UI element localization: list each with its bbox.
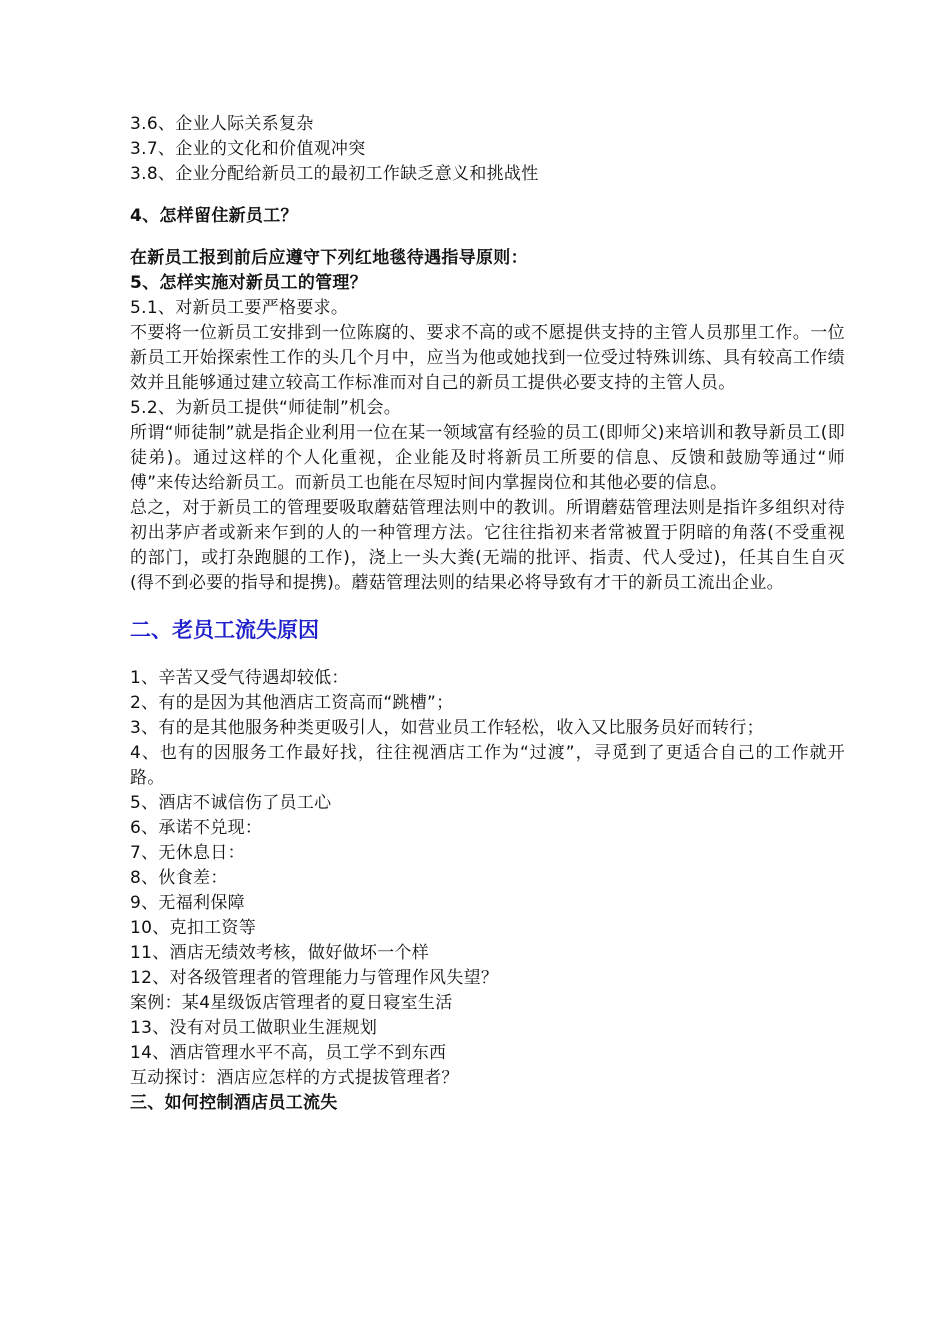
reason-item: 4、也有的因服务工作最好找，往往视酒店工作为“过渡”，寻觅到了更适合自己的工作就开路。 bbox=[130, 743, 845, 788]
heading-old-staff-loss: 二、老员工流失原因 bbox=[130, 618, 319, 642]
reason-item: 9、无福利保障 bbox=[130, 893, 245, 913]
subsection-5-2-body: 所谓“师徒制”就是指企业利用一位在某一领域富有经验的员工(即师父)来培训和教导新员工(即徒弟)。通过这样的个人化重视，企业能及时将新员工所要的信息、反馈和鼓励等通过“师傅”来传达给新员工。而新员工也能在尽短时间内掌握岗位和其他必要的信息。 bbox=[130, 423, 845, 493]
reason-item: 12、对各级管理者的管理能力与管理作风失望？ bbox=[130, 968, 499, 988]
section-5-title: 5、怎样实施对新员工的管理？ bbox=[130, 273, 368, 293]
reason-item: 7、无休息日： bbox=[130, 843, 245, 863]
subsection-5-2-title: 5.2、为新员工提供“师徒制”机会。 bbox=[130, 398, 402, 418]
spacer bbox=[130, 187, 845, 204]
sec3-item: 3.8、企业分配给新员工的最初工作缺乏意义和挑战性 bbox=[130, 164, 539, 184]
reason-item: 8、伙食差： bbox=[130, 868, 228, 888]
principle-text: 在新员工报到前后应遵守下列红地毯待遇指导原则： bbox=[130, 248, 528, 268]
reason-item: 2、有的是因为其他酒店工资高而“跳槽”； bbox=[130, 693, 454, 713]
reason-item: 14、酒店管理水平不高，员工学不到东西 bbox=[130, 1043, 447, 1063]
case-example: 案例：某4星级饭店管理者的夏日寝室生活 bbox=[130, 993, 453, 1013]
section-4-title: 4、怎样留住新员工？ bbox=[130, 206, 298, 226]
summary-paragraph: 总之，对于新员工的管理要吸取蘑菇管理法则中的教训。所谓蘑菇管理法则是指许多组织对待初出茅庐者或新来乍到的人的一种管理方法。它往往指初来者常被置于阴暗的角落(不受重视的部门，或打杂跑腿的工作)，浇上一头大粪(无端的批评、指责、代人受过)，任其自生自灭(得不到必要的指导和提携)。蘑菇管理法则的结果必将导致有才干的新员工流出企业。 bbox=[130, 498, 845, 593]
spacer bbox=[130, 229, 845, 246]
sec3-item: 3.7、企业的文化和价值观冲突 bbox=[130, 139, 366, 159]
document-page bbox=[130, 112, 845, 1116]
heading-control-staff-loss: 三、如何控制酒店员工流失 bbox=[130, 1093, 338, 1113]
reason-item: 1、辛苦又受气待遇却较低： bbox=[130, 668, 349, 688]
reason-item: 13、没有对员工做职业生涯规划 bbox=[130, 1018, 378, 1038]
discussion-prompt: 互动探讨：酒店应怎样的方式提拔管理者？ bbox=[130, 1068, 459, 1088]
reason-item: 10、克扣工资等 bbox=[130, 918, 257, 938]
reason-item: 6、承诺不兑现： bbox=[130, 818, 263, 838]
reason-item: 5、酒店不诚信伤了员工心 bbox=[130, 793, 332, 813]
subsection-5-1-body: 不要将一位新员工安排到一位陈腐的、要求不高的或不愿提供支持的主管人员那里工作。一位新员工开始探索性工作的头几个月中，应当为他或她找到一位受过特殊训练、具有较高工作绩效并且能够通过建立较高工作标准而对自己的新员工提供必要支持的主管人员。 bbox=[130, 323, 845, 393]
sec3-item: 3.6、企业人际关系复杂 bbox=[130, 114, 314, 134]
subsection-5-1-title: 5.1、对新员工要严格要求。 bbox=[130, 298, 349, 318]
reason-item: 11、酒店无绩效考核，做好做坏一个样 bbox=[130, 943, 430, 963]
reason-item: 3、有的是其他服务种类更吸引人，如营业员工作轻松，收入又比服务员好而转行； bbox=[130, 718, 764, 738]
